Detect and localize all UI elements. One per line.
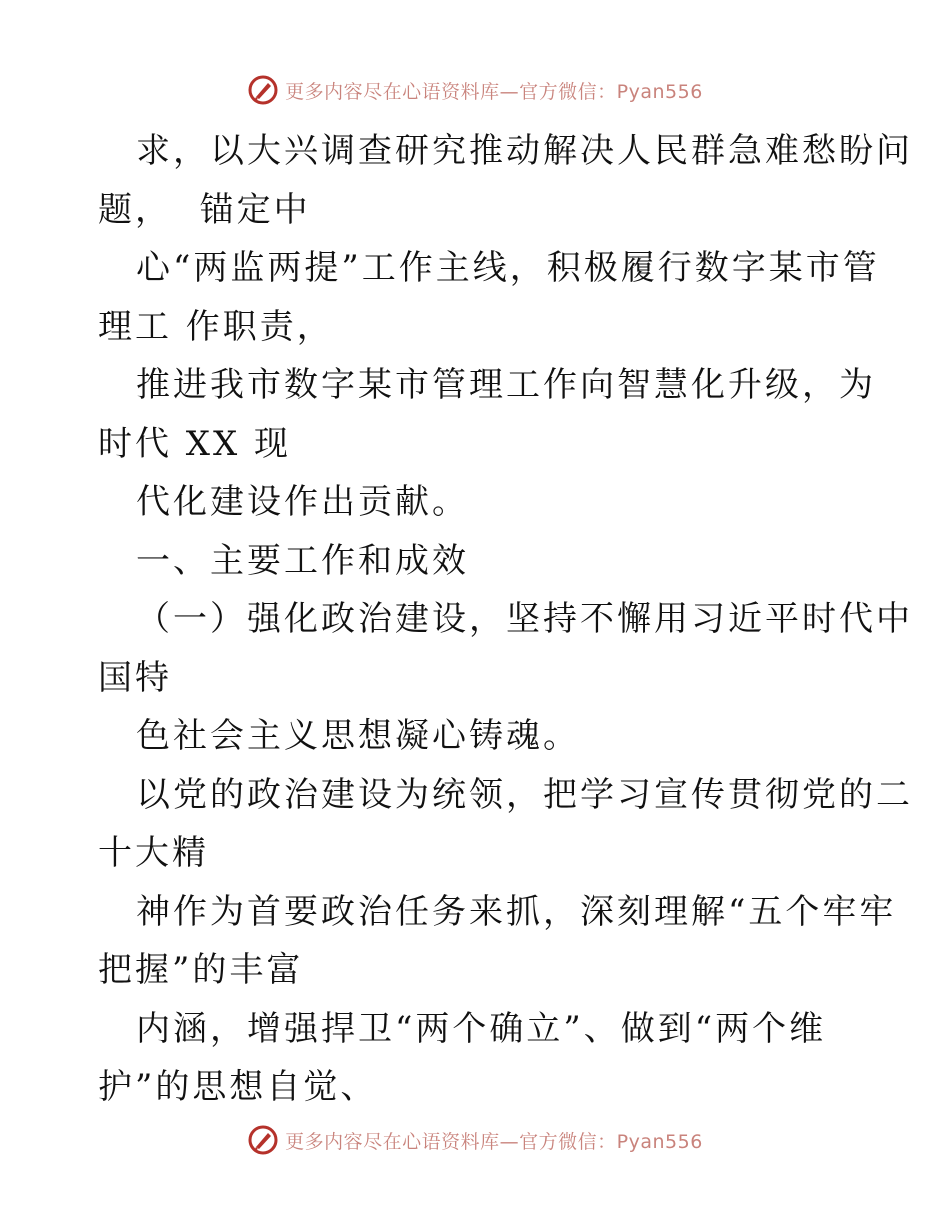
pen-logo-icon (247, 1124, 279, 1156)
subsection-heading: （一）强化政治建设，坚持不懈用习近平时代中 (136, 599, 913, 639)
section-heading: 一、主要工作和成效 (136, 540, 469, 581)
text-line: 理工 作职责， (98, 306, 334, 347)
text-line: 色社会主义思想凝心铸魂。 (136, 716, 580, 756)
document-body (98, 122, 913, 1117)
text-line: 题， 锚定中 (98, 189, 311, 230)
header-banner-text: 更多内容尽在心语资料库—官方微信：Pyan556 (285, 80, 703, 103)
text-line: 求，以大兴调查研究推动解决人民群急难愁盼问 (136, 131, 913, 171)
text-line: 国特 (98, 657, 172, 698)
text-line: 把握”的丰富 (98, 950, 304, 990)
text-line: 内涵，增强捍卫“两个确立”、做到“两个维 (136, 1008, 827, 1049)
pen-logo-icon (247, 74, 279, 106)
footer-banner (0, 1120, 950, 1160)
text-line: 时代 XX 现 (98, 423, 292, 464)
text-line: 以党的政治建设为统领，把学习宣传贯彻党的二 (136, 774, 913, 815)
footer-banner-text: 更多内容尽在心语资料库—官方微信：Pyan556 (285, 1130, 703, 1153)
text-line: 十大精 (98, 833, 209, 873)
header-banner (0, 70, 950, 110)
text-line: 心“两监两提”工作主线，积极履行数字某市管 (136, 248, 880, 288)
text-line: 代化建设作出贡献。 (136, 482, 469, 522)
text-line: 护”的思想自觉、 (98, 1067, 378, 1107)
text-line: 神作为首要政治任务来抓，深刻理解“五个牢牢 (136, 891, 897, 932)
text-line: 推进我市数字某市管理工作向智慧化升级，为 (136, 365, 876, 405)
